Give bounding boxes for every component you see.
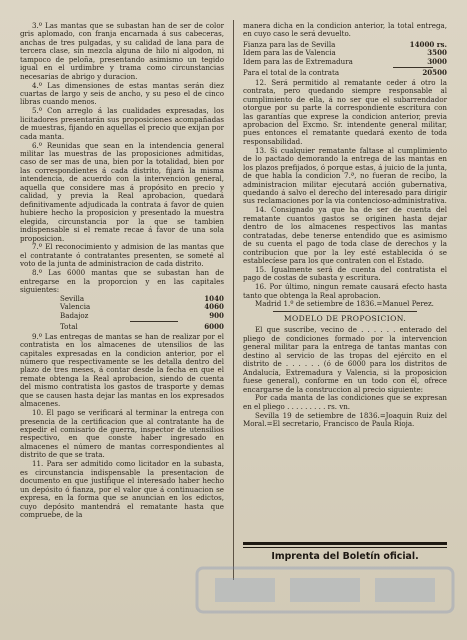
deposit-row [243, 58, 447, 66]
condition-7: 7.º El reconocimiento y admision de las mantas que el contratante ó contratantes presenten, se someté al voto de la junta de administracion de cada distrito. [20, 242, 224, 269]
condition-6: 6.º Reunidas que sean en la intendencia general militar las muestras de las proposiciones admitidas, caso de ser mas de una, bien por la totalidad, bien por las correspondientes á cada distrito, fijará la misma intendencia, de acuerdo con la intervencion general, aquella que considere mas á propósito en precio y calidad, y previa la Real aprobacion, quedará definitivamente adjudicada la contrata á favor de quien hubiere hecho la proposicion y presentado la muestra elegida, circunstancia por la que se tambien indispensable si el remate recae á favor de una sola proposicion. [20, 140, 224, 243]
deposit-value: 3000 [427, 56, 447, 66]
condition-13: 13. Si cualquier rematante faltase al cumplimiento de lo pactado demorando la entrega de las mantas en los plazos prefijados, ó porque estas, á juicio de la junta, de que habla la condicion 7.ª, no fueran de recibo, la administracion militar ejecutará acción gubernativa, quedando á salvo el derecho del interesado para dirigir sus reclamaciones por la via contencioso-administrativa. [243, 145, 447, 206]
total-row [20, 323, 224, 331]
condition-10: 10. El pago se verificará al terminar la entrega con presencia de la certificacion que al contratante ha de expedir el comisario de guerra, inspector de utensilios respectivo, en que conste haber ingresado en almacenes el número de mantas correspondientes al distrito de que se trata. [20, 408, 224, 460]
city-count: 4060 [204, 302, 224, 312]
condition-14: 14. Consignado ya que ha de ser de cuenta del rematante cuantos gastos se originen hasta dejar dentro de los almacenes respectivos las mantas contratadas, debe tenerse entendido que es asimismo de su cuenta el pago de toda clase de derechos y la contribucion que por la ley esté establecida ó se establecíese para los que contraten con el Estado. [243, 205, 447, 266]
city-row [20, 295, 224, 303]
column-divider [233, 20, 234, 580]
condition-11-continued: manera dicha en la condicion anterior, la total entrega, en cuyo caso le será devuelto. [243, 21, 447, 39]
city-distribution-table [20, 295, 224, 320]
city-count: 1040 [204, 293, 224, 303]
deposit-total-label: Para el total de la contrata [243, 68, 340, 78]
deposit-total-table [243, 69, 447, 77]
right-column [243, 22, 447, 429]
left-column [20, 22, 224, 520]
section-separator [273, 311, 417, 312]
city-name: Valencia [60, 302, 91, 312]
deposit-value: 14000 rs. [409, 39, 447, 49]
city-name: Badajoz [60, 310, 89, 320]
city-name: Sevilla [60, 293, 85, 303]
city-count: 900 [209, 310, 224, 320]
deposit-value: 3500 [427, 48, 447, 58]
condition-11: 11. Para ser admitido como licitador en la subasta, es circunstancia indispensable la presentacion de documento en que justifique el interesado haber hecho un depósito ó fianza, por el valor que á continuacion se expresa, en la forma que se anuncian en los edictos, cuyo depósito mantendrá el rematante hasta que compruebe, de la [20, 459, 224, 519]
dateline: Madrid 1.º de setiembre de 1836.=Manuel Perez. [255, 299, 434, 309]
condition-16: 16. Por último, ningun remate causará efecto hasta tanto que obtenga la Real aprobacion. [243, 282, 447, 300]
sum-rule [130, 321, 178, 322]
deposit-label: Fianza para las de Sevilla [243, 39, 336, 49]
deposit-table [243, 41, 447, 66]
deposit-label: Idem para las de Valencia [243, 48, 336, 58]
city-total-table [20, 323, 224, 331]
city-row [20, 312, 224, 320]
total-label: Total [60, 322, 78, 332]
imprint-text: Imprenta del Boletín oficial. [271, 551, 419, 562]
condition-12: 12. Será permitido al rematante ceder á otro la contrata, pero quedando siempre responsable al cumplimiento de ella, á no ser que el subarrendador otorgue por su parte la correspondiente escritura con las garantías que exprese la condicion anterior, previa aprobacion del Excmo. Sr. intendente general militar, pues entonces el rematante quedará exento de toda responsabilidad. [243, 77, 447, 146]
condition-15: 15. Igualmente será de cuenta del contratista el pago de costas de subasta y escritura. [243, 264, 447, 283]
condition-5: 5.º Con arreglo á las cualidades expresadas, los licitadores presentarán sus proposiciones acompañadas de muestras, fijando en aquellas el precio que exijan por cada manta. [20, 106, 224, 141]
deposit-total-row [243, 69, 447, 77]
condition-3: 3.º Las mantas que se subastan han de ser de color gris aplomado, con franja encarnada á sus cabeceras, anchas de tres pulgadas, y su calidad de lana para de tercera clase, sin mezcla alguna de hilo ni algodon, ni tampoco de peloña, presentando asimismo un tegido igual en el urdimbre y trama como circunstancias necesarias de abrigo y duracion. [20, 21, 224, 81]
total-value: 6000 [204, 322, 224, 332]
imprint-rule-thin [243, 547, 447, 548]
model-title: MODELO DE PROPOSICION. [283, 313, 407, 323]
condition-4: 4.º Las dimensiones de estas mantas serán diez cuartas de largo y seis de ancho, y su peso el de cinco libras cuando menos. [20, 80, 224, 107]
condition-8: 8.º Las 6000 mantas que se subastan han de entregarse en la proporcion y en las capitales siguientes: [20, 268, 224, 294]
city-row [20, 303, 224, 311]
condition-9: 9.º Las entregas de mantas se han de realizar por el contratista en los almacenes de utensilios de las capitales expresadas en la condicion anterior, por el número que respectivamente se les detalla dentro del plazo de tres meses, á contar desde la fecha en que el remate obtenga la Real aprobacion, siendo de cuenta del mismo contratista los gastos de trasporte y demas que se causen hasta dejar las mantas en los expresados almacenes. [20, 331, 224, 409]
imprint-band [243, 542, 447, 582]
deposit-total-value: 20500 [422, 68, 447, 78]
deposit-label: Idem para las de Extremadura [243, 56, 353, 66]
model-proposal-text: El que suscribe, vecino de . . . . . . enterado del pliego de condiciones formado por la intervencion general militar para la entrega de tantas mantas con destino al servicio de las tropas del ejército en el distrito de . . . . . . (ó de 6000 para los distritos de Andalucía, Extremadura y Valencia, si la proposicion fuese general), conforme en un todo con él, ofrece encargarse de la construccion al precio siguiente: [243, 325, 447, 394]
model-proposal-price: Por cada manta de las condiciones que se expresan en el pliego . . . . . . . . . rs. vn. [243, 393, 447, 411]
signoff: Sevilla 19 de setiembre de 1836.=Joaquin Ruiz del Moral.=El secretario, Francisco de Paula Rioja. [243, 410, 447, 429]
imprint-rule-top [243, 542, 447, 545]
